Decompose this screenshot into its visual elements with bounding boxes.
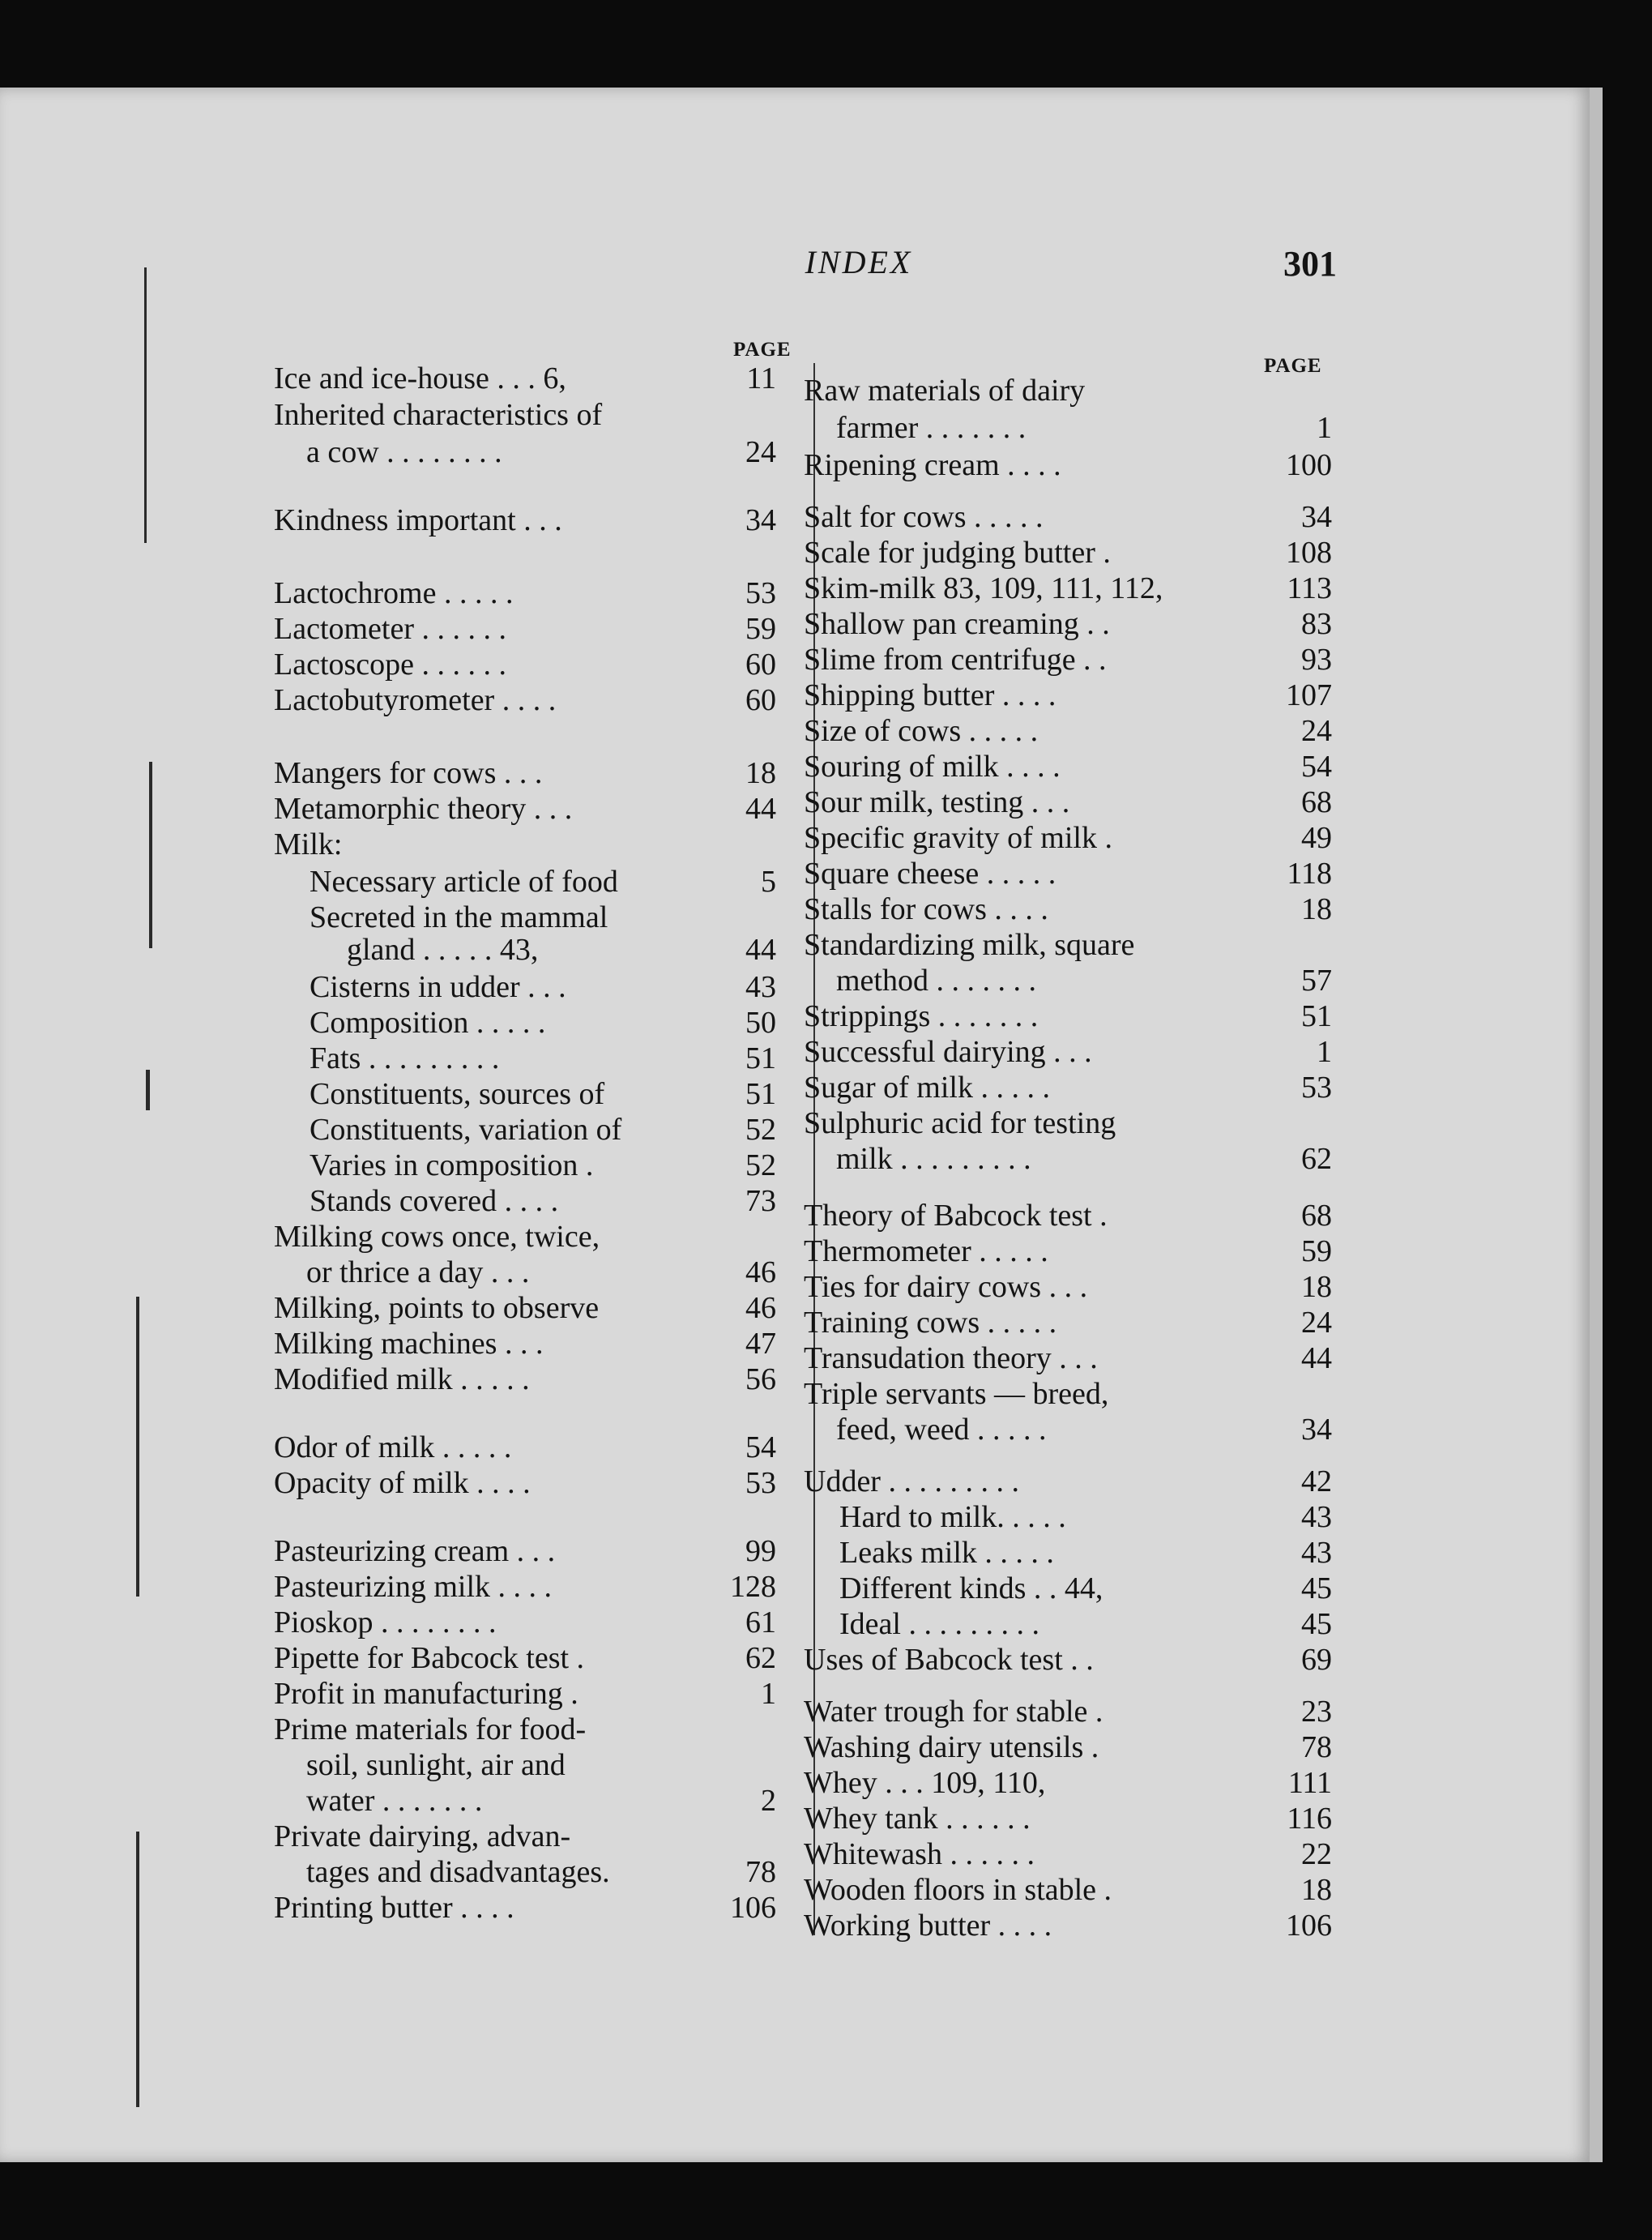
index-entry-text: Triple servants — breed, xyxy=(804,1377,1109,1411)
index-entry-text: Milking cows once, twice, xyxy=(274,1220,600,1254)
index-entry-text: Theory of Babcock test . xyxy=(804,1199,1108,1233)
index-entry-page: 2 xyxy=(761,1784,776,1818)
index-entry-text: milk . . . . . . . . . xyxy=(836,1142,1031,1176)
index-entry-text: Fats . . . . . . . . . xyxy=(309,1041,500,1075)
index-entry-text: Lactobutyrometer . . . . xyxy=(274,683,557,717)
index-entry-page: 106 xyxy=(1286,1909,1332,1943)
index-entry-text: Varies in composition . xyxy=(309,1148,594,1182)
index-entry-text: tages and disadvantages. xyxy=(306,1855,610,1889)
index-entry-page: 113 xyxy=(1287,571,1332,605)
index-entry-text: Metamorphic theory . . . xyxy=(274,792,573,826)
index-entry-text: Secreted in the mammal xyxy=(309,900,608,934)
index-entry-text: Mangers for cows . . . xyxy=(274,756,543,790)
index-entry-text: Whitewash . . . . . . xyxy=(804,1837,1035,1871)
margin-mark xyxy=(136,1832,139,2107)
index-entry-text: Water trough for stable . xyxy=(804,1695,1103,1729)
index-entry-text: Pipette for Babcock test . xyxy=(274,1641,585,1675)
index-entry-text: Ties for dairy cows . . . xyxy=(804,1270,1088,1304)
index-entry-text: Skim-milk 83, 109, 111, 112, xyxy=(804,571,1163,605)
index-entry-page: 46 xyxy=(745,1255,776,1289)
index-entry-text: Square cheese . . . . . xyxy=(804,857,1057,891)
index-entry-page: 44 xyxy=(745,792,776,826)
index-entry-text: Shipping butter . . . . xyxy=(804,678,1057,712)
index-entry-text: Profit in manufacturing . xyxy=(274,1677,578,1711)
index-entry-page: 1 xyxy=(1317,1035,1332,1069)
index-entry-page: 44 xyxy=(745,933,776,967)
index-entry-text: Kindness important . . . xyxy=(274,503,562,537)
index-entry-text: Shallow pan creaming . . xyxy=(804,607,1110,641)
index-entry-text: Hard to milk. . . . . xyxy=(839,1500,1066,1534)
index-entry-text: Washing dairy utensils . xyxy=(804,1730,1099,1764)
index-entry-text: Private dairying, advan- xyxy=(274,1819,571,1853)
index-entry-page: 43 xyxy=(1301,1536,1332,1570)
index-entry-page: 54 xyxy=(745,1430,776,1464)
index-entry-page: 128 xyxy=(730,1570,776,1604)
index-entry-page: 44 xyxy=(1301,1341,1332,1375)
index-entry-text: Pasteurizing milk . . . . xyxy=(274,1570,553,1604)
index-entry-page: 69 xyxy=(1301,1643,1332,1677)
index-entry-text: Sulphuric acid for testing xyxy=(804,1106,1116,1140)
index-entry-text: Lactoscope . . . . . . xyxy=(274,648,507,682)
right-column-page-head: PAGE xyxy=(1264,355,1322,377)
index-entry-text: Standardizing milk, square xyxy=(804,928,1135,962)
index-entry-page: 18 xyxy=(745,756,776,790)
index-entry-text: Modified milk . . . . . xyxy=(274,1362,530,1396)
index-entry-text: Constituents, sources of xyxy=(309,1077,605,1111)
index-entry-text: Pioskop . . . . . . . . xyxy=(274,1605,497,1639)
margin-mark xyxy=(146,1070,150,1110)
index-entry-text: a cow . . . . . . . . xyxy=(306,435,502,469)
index-entry-page: 99 xyxy=(745,1534,776,1568)
index-entry-text: water . . . . . . . xyxy=(306,1784,483,1818)
index-entry-text: Stands covered . . . . xyxy=(309,1184,559,1218)
index-entry-page: 51 xyxy=(1301,999,1332,1033)
index-entry-page: 45 xyxy=(1301,1607,1332,1641)
index-entry-text: Strippings . . . . . . . xyxy=(804,999,1039,1033)
index-entry-page: 49 xyxy=(1301,821,1332,855)
index-entry-text: Udder . . . . . . . . . xyxy=(804,1464,1019,1498)
index-entry-page: 34 xyxy=(745,503,776,537)
index-entry-text: Raw materials of dairy xyxy=(804,374,1086,408)
index-entry-text: Working butter . . . . xyxy=(804,1909,1052,1943)
index-entry-text: Prime materials for food- xyxy=(274,1712,587,1746)
index-entry-text: Scale for judging butter . xyxy=(804,536,1111,570)
margin-mark xyxy=(149,762,152,948)
index-entry-text: Training cows . . . . . xyxy=(804,1306,1057,1340)
index-entry-page: 100 xyxy=(1286,448,1332,482)
margin-mark xyxy=(144,267,147,543)
index-entry-page: 24 xyxy=(745,435,776,469)
index-entry-page: 34 xyxy=(1301,1413,1332,1447)
index-entry-page: 83 xyxy=(1301,607,1332,641)
index-entry-page: 78 xyxy=(1301,1730,1332,1764)
index-entry-text: Slime from centrifuge . . xyxy=(804,643,1107,677)
page-edge xyxy=(1590,88,1603,2162)
page-title: INDEX xyxy=(805,244,913,280)
index-entry-page: 46 xyxy=(745,1291,776,1325)
index-entry-text: Ice and ice-house . . . 6, xyxy=(274,361,566,395)
index-entry-text: Milk: xyxy=(274,827,343,861)
index-entry-text: Lactochrome . . . . . xyxy=(274,576,514,610)
index-entry-text: Transudation theory . . . xyxy=(804,1341,1098,1375)
page-number: 301 xyxy=(1283,244,1337,284)
index-entry-text: Specific gravity of milk . xyxy=(804,821,1112,855)
margin-mark xyxy=(136,1297,139,1597)
index-entry-page: 107 xyxy=(1286,678,1332,712)
index-entry-text: Ideal . . . . . . . . . xyxy=(839,1607,1039,1641)
index-entry-page: 59 xyxy=(745,612,776,646)
index-entry-page: 116 xyxy=(1287,1802,1332,1836)
index-entry-page: 106 xyxy=(730,1891,776,1925)
index-entry-page: 1 xyxy=(761,1677,776,1711)
index-entry-page: 22 xyxy=(1301,1837,1332,1871)
index-entry-page: 11 xyxy=(746,361,776,395)
index-entry-text: soil, sunlight, air and xyxy=(306,1748,566,1782)
index-entry-text: Milking, points to observe xyxy=(274,1291,600,1325)
index-entry-text: Printing butter . . . . xyxy=(274,1891,514,1925)
index-entry-page: 47 xyxy=(745,1327,776,1361)
index-entry-page: 73 xyxy=(745,1184,776,1218)
index-entry-page: 23 xyxy=(1301,1695,1332,1729)
index-entry-text: Opacity of milk . . . . xyxy=(274,1466,531,1500)
index-entry-text: Sour milk, testing . . . xyxy=(804,785,1070,819)
index-entry-text: Thermometer . . . . . xyxy=(804,1234,1048,1268)
index-entry-page: 53 xyxy=(745,1466,776,1500)
index-entry-text: Odor of milk . . . . . xyxy=(274,1430,512,1464)
index-entry-page: 42 xyxy=(1301,1464,1332,1498)
index-entry-page: 43 xyxy=(745,970,776,1004)
index-entry-text: or thrice a day . . . xyxy=(306,1255,530,1289)
index-entry-page: 45 xyxy=(1301,1571,1332,1605)
index-entry-page: 50 xyxy=(745,1006,776,1040)
index-entry-page: 62 xyxy=(1301,1142,1332,1176)
index-entry-page: 78 xyxy=(745,1855,776,1889)
index-entry-page: 24 xyxy=(1301,1306,1332,1340)
index-entry-page: 61 xyxy=(745,1605,776,1639)
index-entry-page: 68 xyxy=(1301,785,1332,819)
index-entry-page: 18 xyxy=(1301,892,1332,926)
index-entry-page: 51 xyxy=(745,1077,776,1111)
index-entry-text: Pasteurizing cream . . . xyxy=(274,1534,556,1568)
index-entry-text: feed, weed . . . . . xyxy=(836,1413,1047,1447)
index-entry-page: 59 xyxy=(1301,1234,1332,1268)
index-entry-text: Ripening cream . . . . xyxy=(804,448,1061,482)
index-entry-page: 108 xyxy=(1286,536,1332,570)
index-entry-page: 1 xyxy=(1317,411,1332,445)
index-entry-page: 62 xyxy=(745,1641,776,1675)
index-entry-text: farmer . . . . . . . xyxy=(836,411,1027,445)
index-entry-page: 60 xyxy=(745,648,776,682)
index-entry-page: 56 xyxy=(745,1362,776,1396)
index-entry-text: Whey tank . . . . . . xyxy=(804,1802,1031,1836)
index-entry-page: 52 xyxy=(745,1148,776,1182)
index-entry-page: 60 xyxy=(745,683,776,717)
index-entry-page: 24 xyxy=(1301,714,1332,748)
index-entry-page: 34 xyxy=(1301,500,1332,534)
index-entry-text: Necessary article of food xyxy=(309,865,618,899)
index-entry-text: method . . . . . . . xyxy=(836,964,1036,998)
index-entry-text: Leaks milk . . . . . xyxy=(839,1536,1054,1570)
index-entry-text: Size of cows . . . . . xyxy=(804,714,1039,748)
index-entry-page: 52 xyxy=(745,1113,776,1147)
index-entry-page: 111 xyxy=(1287,1766,1332,1800)
index-entry-page: 43 xyxy=(1301,1500,1332,1534)
index-entry-page: 93 xyxy=(1301,643,1332,677)
index-entry-page: 5 xyxy=(761,865,776,899)
index-entry-text: Sugar of milk . . . . . xyxy=(804,1071,1050,1105)
index-entry-text: Different kinds . . 44, xyxy=(839,1571,1103,1605)
index-entry-text: Lactometer . . . . . . xyxy=(274,612,507,646)
index-entry-text: Wooden floors in stable . xyxy=(804,1873,1112,1907)
index-entry-page: 18 xyxy=(1301,1873,1332,1907)
index-entry-text: Salt for cows . . . . . xyxy=(804,500,1044,534)
index-entry-page: 53 xyxy=(1301,1071,1332,1105)
index-entry-page: 51 xyxy=(745,1041,776,1075)
book-page xyxy=(0,88,1590,2162)
index-entry-page: 68 xyxy=(1301,1199,1332,1233)
index-entry-text: Whey . . . 109, 110, xyxy=(804,1766,1046,1800)
index-entry-page: 18 xyxy=(1301,1270,1332,1304)
left-column-page-head: PAGE xyxy=(733,339,792,361)
index-entry-text: Inherited characteristics of xyxy=(274,398,603,432)
index-entry-text: gland . . . . . 43, xyxy=(347,933,539,967)
index-entry-page: 54 xyxy=(1301,750,1332,784)
index-entry-text: Uses of Babcock test . . xyxy=(804,1643,1094,1677)
index-entry-text: Milking machines . . . xyxy=(274,1327,544,1361)
index-entry-page: 57 xyxy=(1301,964,1332,998)
index-entry-page: 118 xyxy=(1287,857,1332,891)
index-entry-text: Souring of milk . . . . xyxy=(804,750,1061,784)
index-entry-text: Stalls for cows . . . . xyxy=(804,892,1048,926)
index-entry-text: Constituents, variation of xyxy=(309,1113,622,1147)
index-entry-page: 53 xyxy=(745,576,776,610)
index-entry-text: Successful dairying . . . xyxy=(804,1035,1092,1069)
index-entry-text: Cisterns in udder . . . xyxy=(309,970,566,1004)
index-entry-text: Composition . . . . . xyxy=(309,1006,546,1040)
